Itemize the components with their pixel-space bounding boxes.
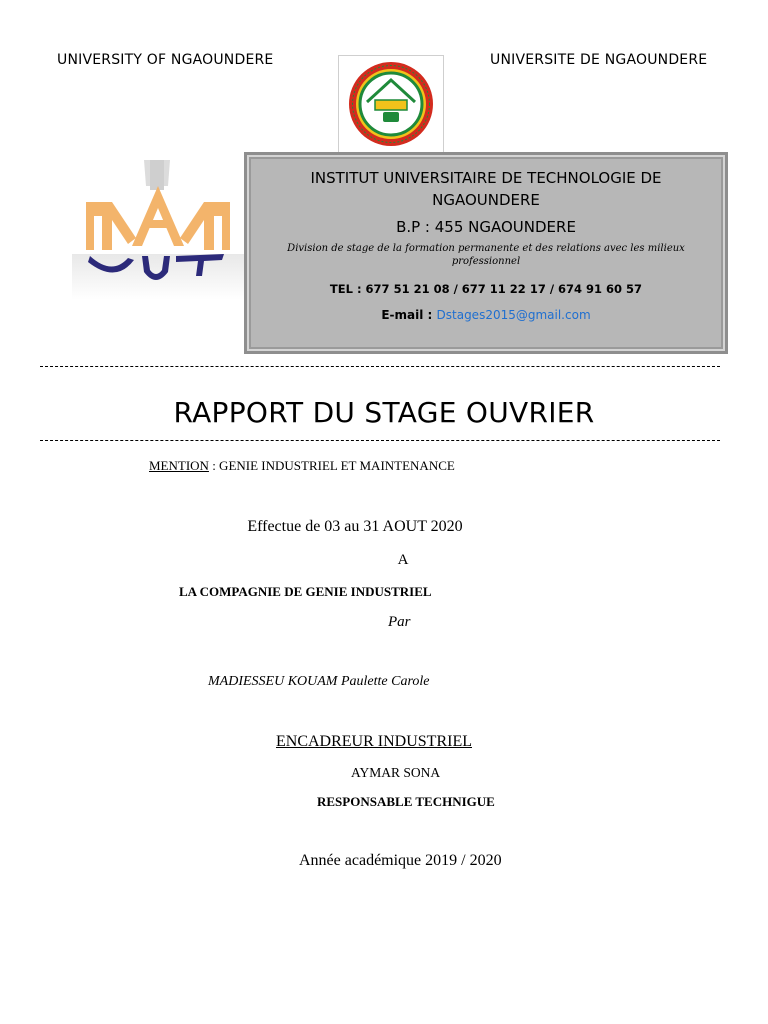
academic-year: Année académique 2019 / 2020 — [299, 852, 502, 869]
preposition-a: A — [397, 552, 409, 568]
encadreur-name: AYMAR SONA — [351, 765, 441, 780]
iut-logo-icon — [72, 158, 244, 300]
email-label: E-mail : — [381, 308, 437, 322]
iut-logo — [72, 158, 244, 300]
institute-name: INSTITUT UNIVERSITAIRE DE TECHNOLOGIE DE NGAOUNDERE — [310, 169, 662, 209]
university-name-en: UNIVERSITY OF NGAOUNDERE — [57, 52, 274, 68]
top-dashed-separator — [40, 366, 720, 367]
university-seal-icon — [339, 56, 443, 152]
institute-header-box — [244, 152, 728, 354]
division-description: Division de stage de la formation permanente et des relations avec les milieux professionnel — [287, 243, 685, 267]
mention-line — [149, 458, 455, 474]
mention-label: MENTION — [149, 458, 209, 473]
university-name-fr: UNIVERSITE DE NGAOUNDERE — [490, 52, 708, 68]
postal-box: B.P : 455 NGAOUNDERE — [396, 218, 576, 236]
company-name: LA COMPAGNIE DE GENIE INDUSTRIEL — [179, 584, 432, 599]
email-link[interactable]: Dstages2015@gmail.com — [436, 308, 591, 322]
author-name: MADIESSEU KOUAM Paulette Carole — [208, 674, 430, 689]
bottom-dashed-separator — [40, 440, 720, 441]
internship-dates: Effectue de 03 au 31 AOUT 2020 — [247, 518, 463, 535]
report-title: RAPPORT DU STAGE OUVRIER — [173, 396, 595, 429]
email-line — [247, 308, 725, 322]
encadreur-role: RESPONSABLE TECHNIGUE — [317, 794, 495, 809]
encadreur-heading: ENCADREUR INDUSTRIEL — [276, 733, 472, 750]
mention-value: : GENIE INDUSTRIEL ET MAINTENANCE — [208, 458, 455, 473]
telephone-numbers: TEL : 677 51 21 08 / 677 11 22 17 / 674 91 60 57 — [329, 282, 643, 296]
university-seal — [338, 55, 444, 153]
preposition-par: Par — [388, 614, 411, 630]
